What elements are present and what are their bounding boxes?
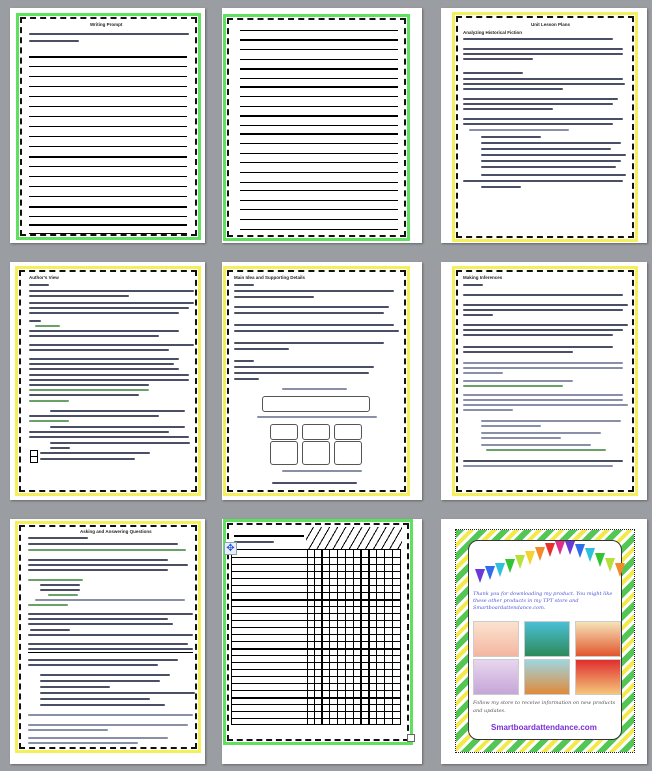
product-thumbnail[interactable] — [575, 659, 621, 695]
page-title: Writing Prompt — [90, 22, 123, 27]
page-subtitle: Analyzing Historical Fiction — [463, 30, 523, 35]
page-title: Unit Lesson Plans — [531, 22, 571, 27]
main-idea-box — [262, 396, 370, 412]
page-8[interactable] — [222, 519, 422, 764]
page-4[interactable] — [10, 262, 205, 500]
table-resize-handle[interactable] — [407, 734, 415, 742]
page-5[interactable] — [222, 262, 422, 500]
page-1[interactable] — [10, 8, 205, 243]
page-title: Making Inferences — [463, 275, 503, 280]
page-border — [455, 529, 635, 753]
detail-box — [302, 441, 330, 465]
detail-box — [334, 424, 362, 440]
page-2[interactable] — [222, 8, 422, 243]
checklist-table[interactable] — [231, 549, 401, 725]
thank-you-card — [468, 540, 622, 740]
page-border — [452, 12, 638, 242]
page-border — [15, 521, 201, 753]
page-title: Author's View — [29, 275, 59, 280]
product-thumbnail[interactable] — [575, 621, 621, 657]
page-title: Asking and Answering Questions — [80, 529, 152, 534]
page-9[interactable] — [441, 519, 647, 764]
detail-box — [270, 424, 298, 440]
product-thumbnail[interactable] — [473, 659, 519, 695]
thank-you-message: Thank you for downloading my product. You might like these other products in my TPT store and Smartboardattendance.com. — [473, 591, 613, 611]
page-border — [15, 266, 201, 496]
checkbox[interactable] — [30, 456, 38, 463]
detail-box — [302, 424, 330, 440]
follow-message: Follow my store to receive information on new products and updates. — [473, 700, 616, 714]
page-7[interactable] — [10, 519, 205, 764]
table-move-handle-icon[interactable]: ✥ — [224, 542, 237, 555]
product-thumbnail[interactable] — [524, 659, 570, 695]
site-link[interactable]: Smartboardattendance.com — [491, 723, 597, 732]
product-thumbnail[interactable] — [524, 621, 570, 657]
page-title: Main Idea and Supporting Details — [234, 275, 306, 280]
detail-box — [334, 441, 362, 465]
page-3[interactable] — [441, 8, 647, 243]
product-thumbnail[interactable] — [473, 621, 519, 657]
table-header-diagonals — [306, 527, 402, 549]
page-6[interactable] — [441, 262, 647, 500]
detail-box — [270, 441, 298, 465]
